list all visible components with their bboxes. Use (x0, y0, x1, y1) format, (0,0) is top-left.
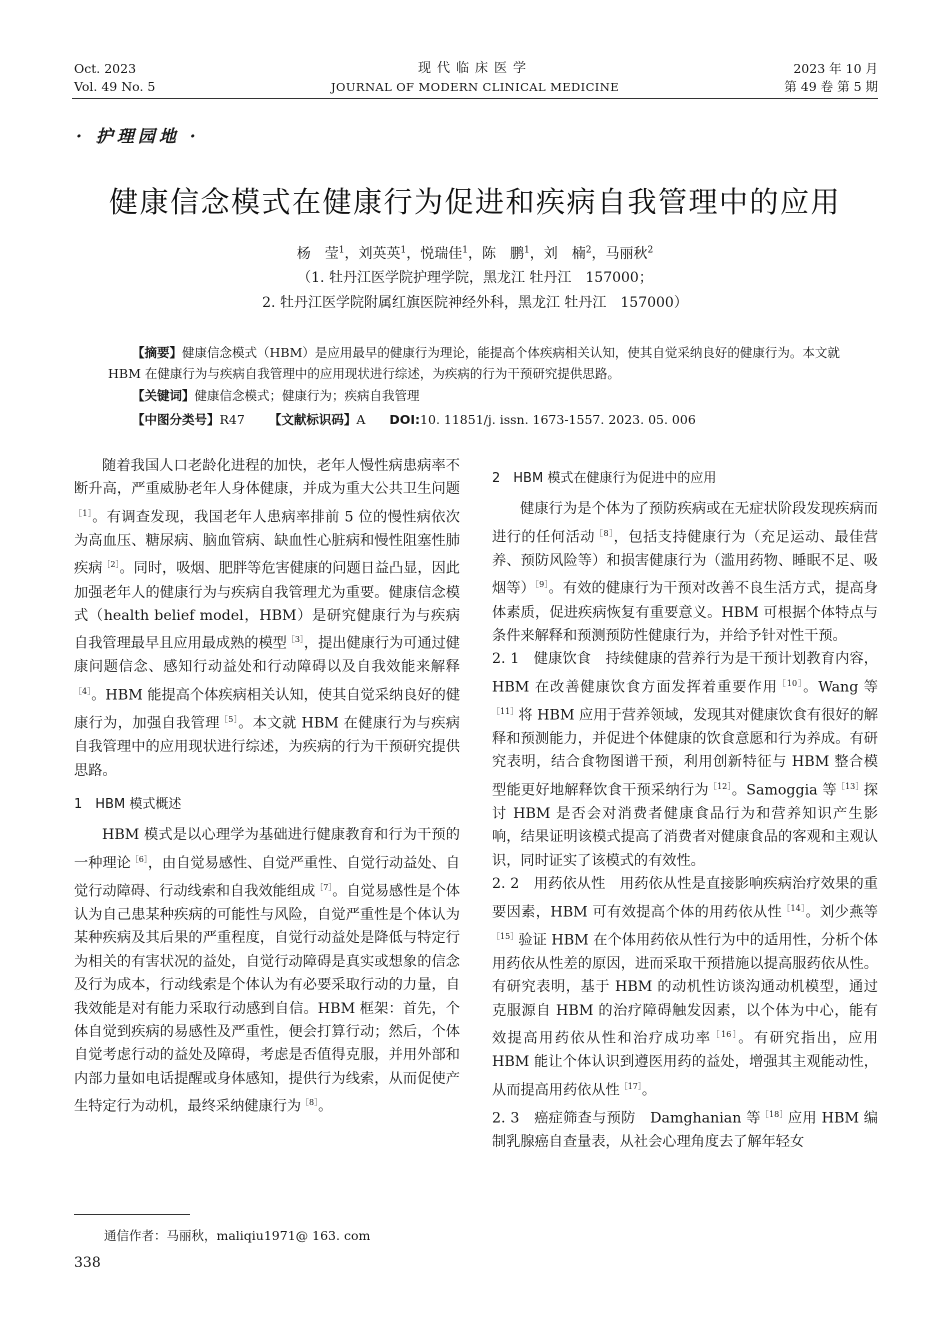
paragraph-text: 。有效的健康行为干预对改善不良生活方式，提高身体素质，促进疾病恢复有重要意义。HBM 可根据个体特点与条件来解释和预测预防性健康行为，并给予针对性干预。 (492, 581, 878, 644)
paragraph-text: ，提出健康行为可通过健康问题信念、感知行动益处和行动障碍以及自我效能来解释 (74, 636, 460, 676)
journal-name-cn: 现代临床医学 (417, 61, 532, 76)
paragraph-text: HBM 模式是以心理学为基础进行健康教育和行为干预的一种理论 (74, 827, 460, 872)
citation-ref: ［3］ (286, 635, 304, 645)
author-affiliation-mark: 1 (338, 245, 345, 256)
classification (132, 409, 874, 430)
paragraph-text: 2. 3 癌症筛查与预防 Damghanian 等 (492, 1110, 761, 1127)
citation-ref: ［8］ (595, 528, 614, 538)
paragraph-text: 将 HBM 应用于营养领域，发现其对健康饮食有很好的解释和预测能力，并促进个体健康的饮食意愿和行为养成。有研究表明，结合食物图谱干预，利用创新特征与 HBM 整合模型能更好地解释饮食干预采纳行为 (492, 707, 878, 799)
citation-ref: ［10］ (777, 678, 804, 688)
citation-ref: ［4］ (74, 686, 92, 696)
paragraph-text: 健康行为是个体为了预防疾病或在无症状阶段发现疾病而进行的任何活动 (492, 501, 878, 546)
paragraph-text: 随着我国人口老龄化进程的加快，老年人慢性病患病率不断升高，严重威胁老年人身体健康，并成为重大公共卫生问题 (74, 458, 460, 498)
header-date-en: Oct. 2023 (74, 61, 137, 76)
paragraph-text: ，由自觉易感性、自觉严重性、自觉行动益处、自觉行动障碍、行动线索和自我效能组成 (74, 855, 460, 900)
footnote-divider (74, 1214, 190, 1215)
author-name: 刘英英 (358, 246, 401, 262)
doi-value: 10. 11851/j. issn. 1673-1557. 2023. 05. 006 (420, 412, 696, 427)
paragraph-text: ，包括支持健康行为（充足运动、最佳营养、预防风险等）和损害健康行为（滥用药物、睡眠不足、吸烟等） (492, 529, 878, 598)
citation-ref: ［6］ (130, 854, 148, 864)
cls-label: 【中图分类号】 (132, 412, 220, 427)
abstract (108, 342, 850, 384)
author-name: 杨 莹 (296, 246, 339, 262)
keywords-text: 健康信念模式；健康行为；疾病自我管理 (194, 388, 420, 403)
paragraph-text: 。 (641, 1082, 657, 1099)
citation-ref: ［7］ (315, 882, 333, 892)
paragraph (492, 498, 878, 648)
citation-ref: ［2］ (102, 560, 120, 570)
paragraph-text: 2. 1 健康饮食 持续健康的营养行为是干预计划教育内容，HBM 在改善健康饮食方面发挥着重要作用 (492, 651, 878, 696)
section-tag: · 护理园地 · (76, 127, 200, 147)
paragraph-text: 探讨 HBM 是否会对消费者健康食品行为和营养知识产生影响，结果证明该模式提高了消费者对健康食品的客观和主观认识，同时证实了该模式的有效性。 (492, 782, 878, 869)
paragraph (74, 455, 460, 783)
doi-label: DOI: (389, 412, 421, 427)
citation-ref: ［16］ (711, 1030, 739, 1040)
author-name: 马丽秋 (605, 246, 648, 262)
cls-value: R47 (219, 412, 245, 427)
citation-ref: ［12］ (708, 781, 732, 791)
keywords (132, 385, 874, 406)
affiliation-2: 2. 牡丹江医学院附属红旗医院神经外科，黑龙江 牡丹江 157000） (262, 295, 688, 311)
citation-ref: ［13］ (836, 781, 864, 791)
abstract-label: 【摘要】 (132, 345, 183, 360)
paragraph-text: 。有调查发现，我国老年人患病率排前 5 位的慢性病依次为高血压、糖尿病、脑血管病、缺血性心脏病和慢性阻塞性肺疾病 (74, 509, 460, 578)
section-heading-1: 1 HBM 模式概述 (74, 796, 182, 812)
paragraph-text: 。HBM 能提高个体疾病相关认知，使其自觉采纳良好的健康行为，加强自我管理 (74, 687, 461, 732)
paragraph-text: 2. 2 用药依从性 用药依从性是直接影响疾病治疗效果的重要因素，HBM 可有效提高个体的用药依从性 (492, 876, 878, 921)
citation-ref: ［17］ (619, 1081, 642, 1091)
citation-ref: ［14］ (782, 903, 806, 913)
article-title: 健康信念模式在健康行为促进和疾病自我管理中的应用 (108, 185, 841, 219)
author-name: 陈 鹏 (482, 246, 524, 262)
paragraph-text: 。自觉易感性是个体认为自己患某种疾病的可能性与风险，自觉严重性是个体认为某种疾病及其后果的严重程度，自觉行动益处是降低与特定行为相关的有害状况的益处，自觉行动障碍是真实或想象的信念及行为成本，行动线索是个体认为有必要采取行动的力量，自我效能是对有能力采取行动感到自信。HBM 框架：首先，个体自觉到疾病的易感性及严重性，便会打算行动；然后，个体自觉考虑行动的益处及障碍，考虑是否值得克服，并用外部和内部力量如电话提醒或身体感知，提供行为线索，从而促使产生特定行为动机，最终采纳健康行为 (74, 883, 460, 1116)
header-date-cn: 2023 年 10 月 (793, 61, 878, 76)
author-affiliation-mark: 1 (400, 245, 407, 256)
subsection-2-3 (492, 1103, 878, 1155)
author-affiliation-mark: 1 (524, 245, 530, 256)
doc-value: A (356, 412, 366, 427)
paragraph-text: 。刘少燕等 (805, 904, 878, 921)
abstract-text: 健康信念模式（HBM）是应用最早的健康行为理论，能提高个体疾病相关认知，使其自觉采纳良好的健康行为。本文就 HBM 在健康行为与疾病自我管理中的应用现状进行综述，为疾病的行为干预研究提供思路。 (108, 345, 840, 381)
author-affiliation-mark: 1 (462, 245, 468, 256)
citation-ref: ［15］ (492, 931, 519, 941)
author-affiliation-mark: 2 (647, 245, 654, 256)
citation-ref: ［8］ (301, 1098, 319, 1108)
page-number: 338 (74, 1255, 101, 1271)
section-heading-2: 2 HBM 模式在健康行为促进中的应用 (492, 471, 717, 486)
subsection-2-2 (492, 873, 878, 1103)
author-list: 杨 莹$^1$，刘英英$^1$，悦瑞佳$^1$，陈 鹏$^1$，刘 楠$^2$，马丽秋$^2$ (296, 245, 654, 262)
author-name: 悦瑞佳 (420, 246, 463, 262)
paragraph-text: 。Wang 等 (803, 679, 878, 696)
paragraph-text: 。有研究指出，应用 HBM 能让个体认识到遵医用药的益处，增强其主观能动性，从而提高用药依从性 (492, 1030, 878, 1099)
journal-name-en: JOURNAL OF MODERN CLINICAL MEDICINE (330, 80, 620, 94)
corresponding-author-footnote: 通信作者：马丽秋，maliqiu1971@ 163. com (104, 1228, 371, 1243)
header-volume-en: Vol. 49 No. 5 (74, 79, 156, 94)
citation-ref: ［5］ (219, 715, 239, 724)
paragraph-text: 。 (318, 1099, 333, 1116)
citation-ref: ［18］ (760, 1109, 788, 1119)
paragraph-text: 。Samoggia 等 (731, 782, 837, 799)
keywords-label: 【关键词】 (132, 388, 195, 403)
doc-label: 【文献标识码】 (268, 412, 357, 427)
paragraph-text: 。同时，吸烟、肥胖等危害健康的问题日益凸显，因此加强老年人的健康行为与疾病自我管理尤为重要。健康信念模式（health belief model，HBM）是研究健康行为与疾病自我管理最早且应用最成熟的模型 (74, 561, 460, 653)
paragraph (74, 824, 460, 1119)
affiliation-1: （1. 牡丹江医学院护理学院，黑龙江 牡丹江 157000； (297, 270, 653, 286)
header-volume-cn: 第 49 卷 第 5 期 (784, 79, 878, 94)
author-affiliation-mark: 2 (585, 245, 592, 256)
header-divider (72, 98, 878, 99)
author-name: 刘 楠 (543, 246, 586, 262)
subsection-2-1 (492, 648, 878, 873)
citation-ref: ［1］ (74, 508, 93, 518)
header-right (784, 60, 878, 96)
right-column (492, 455, 878, 1154)
citation-ref: ［11］ (492, 706, 519, 716)
paragraph-text: 验证 HBM 在个体用药依从性行为中的适用性，分析个体用药依从性差的原因，进而采取干预措施以提高服药依从性。有研究表明，基于 HBM 的动机性访谈沟通动机模型，通过克服源自 HBM 的治疗障碍触发因素，以个体为中心，能有效提高用药依从性和治疗成功率 (492, 932, 878, 1047)
paragraph-text: 。本文就 HBM 在健康行为与疾病自我管理中的应用现状进行综述，为疾病的行为干预研究提供思路。 (74, 715, 460, 779)
left-column (74, 455, 460, 1119)
paragraph-text: 应用 HBM 编制乳腺癌自查量表，从社会心理角度去了解年轻女 (492, 1110, 878, 1150)
citation-ref: ［9］ (535, 580, 549, 590)
